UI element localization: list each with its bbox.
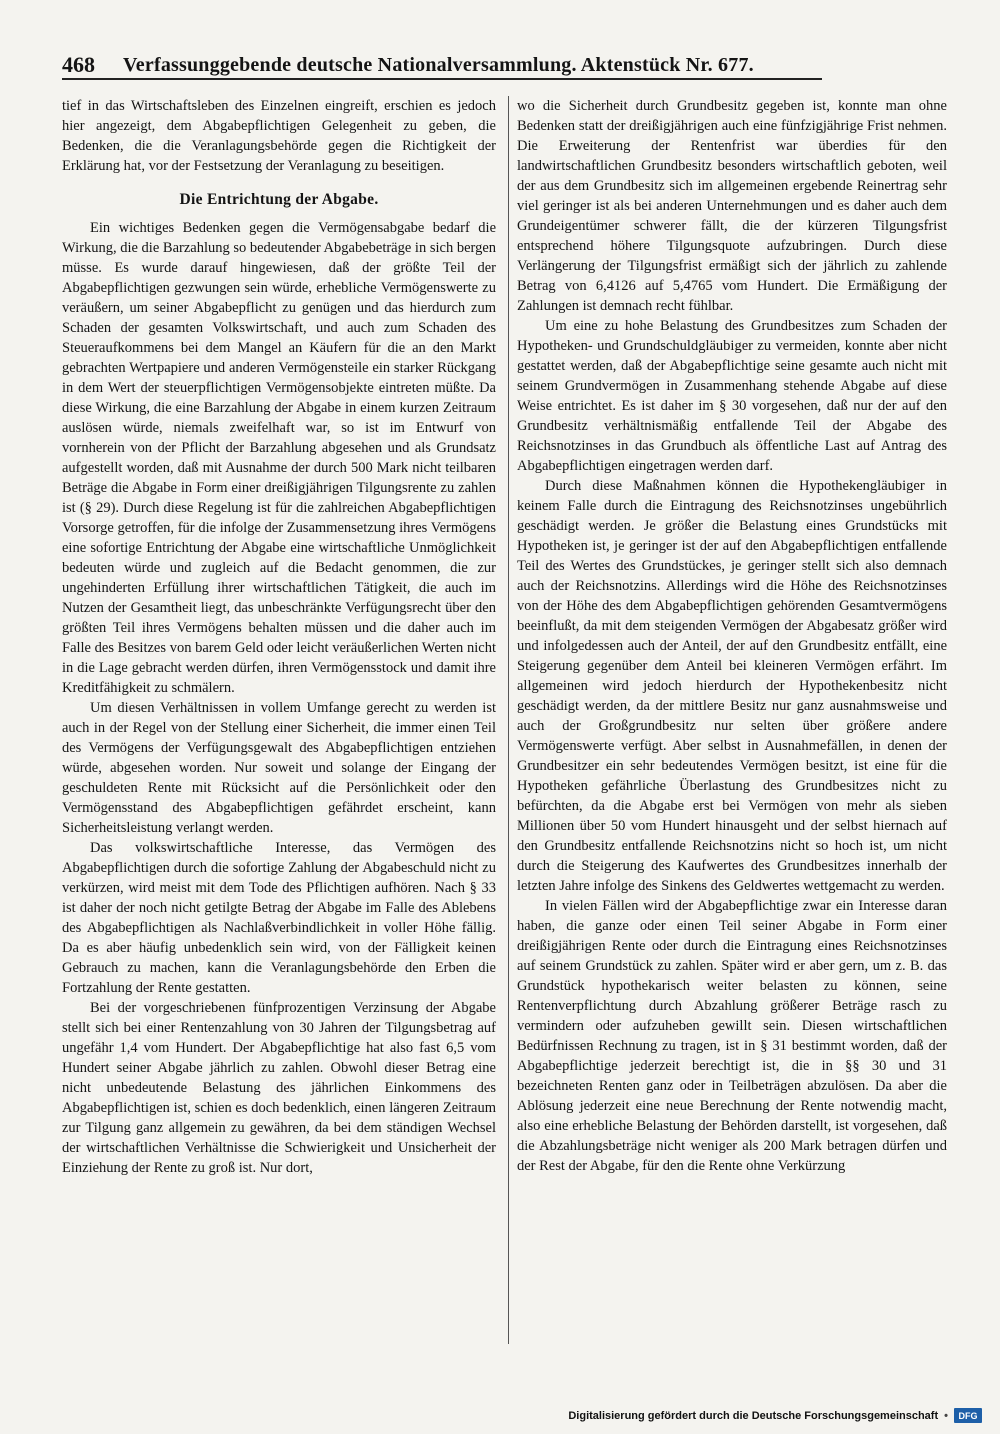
paragraph: In vielen Fällen wird der Abgabepflichtige zwar ein Interesse daran haben, die ganze oder einen Teil seiner Abgabe in Form einer dreißigjährigen Rente oder durch die Eintragung eines Reichsnotzinses auf seinem Grundstück zu zahlen. Später wird er aber gern, um z. B. das Grundstück hypothekarisch weiter belasten zu können, seine Rentenverpflichtung durch Abzahlung größerer Beträge rasch zu vermindern oder aufzuheben gewillt sein. Diesen wirtschaftlichen Bedürfnissen Rechnung zu tragen, ist in § 31 bestimmt worden, daß der Abgabepflichtige jederzeit berechtigt ist, die in §§ 30 und 31 bezeichneten Renten ganz oder in Teilbeträgen abzulösen. Da aber die Ablösung jederzeit eine neue Berechnung der Rente notwendig macht, also eine erhebliche Belastung der Behörden darstellt, ist vorgesehen, daß die Abzahlungsbeträge nicht weniger als 200 Mark betragen dürfen und der Rest der Abgabe, für den die Rente ohne Verkürzung bbox=[517, 898, 947, 1174]
paragraph: Durch diese Maßnahmen können die Hypothekengläubiger in keinem Falle durch die Eintragung des Reichsnotzinses ungebührlich geschädigt werden. Je größer die Belastung eines Grundstücks mit Hypotheken ist, je geringer ist der auf den Abgabepflichtigen entfallende Teil des Wertes des Grundstückes, je geringer stellt sich also demnach auch der Reichsnotzins. Allerdings wird die Höhe des Reichsnotzinses von der Höhe des dem Abgabepflichtigen gehörenden Gesamtvermögens beeinflußt, da mit dem steigenden Vermögen der Abgabesatz größer wird und infolgedessen auch der Anteil, der auf den Grundbesitz entfällt, eine Steigerung gegenüber dem Anteil bei kleineren Vermögen erfährt. Im allgemeinen wird jedoch hierdurch der Hypothekenbesitz nicht geschädigt werden, da der mittlere Besitz nur ganz ausnahmsweise und auch der Großgrundbesitz nur selten über größere andere Vermögenswerte verfügt. Aber selbst in Ausnahmefällen, in denen der Grundbesitzer ein sehr bedeutendes Vermögen besitzt, ist eine für die Hypotheken gefährliche Überlastung des Grundbesitzes nicht zu befürchten, da die Abgabe erst bei Vermögen von mehr als sieben Millionen über 50 vom Hundert hinausgeht und der selbst hiernach auf den Grundbesitz entfallende Reichsnotzins nicht so hoch ist, um nicht durch die Steigerung des Kaufwertes des Grundbesitzes innerhalb der letzten Jahre infolge des Sinkens des Geldwertes wettgemacht zu werden. bbox=[517, 478, 947, 894]
digitization-credit bbox=[568, 1408, 982, 1423]
credit-text: Digitalisierung gefördert durch die Deutsche Forschungsgemeinschaft bbox=[568, 1409, 939, 1422]
paragraph: Bei der vorgeschriebenen fünfprozentigen Verzinsung der Abgabe stellt sich bei einer Rentenzahlung von 30 Jahren der Tilgungsbetrag auf ungefähr 1,4 vom Hundert. Der Abgabepflichtige hat also fast 6,5 vom Hundert seiner Abgabe jährlich zu zahlen. Obwohl dieser Betrag eine nicht unbedeutende Belastung des jährlichen Einkommens des Abgabepflichtigen ist, schien es doch bedenklich, einen längeren Zeitraum zur Tilgung ganz allgemein zu gewähren, da bei dem ständigen Wechsel der wirtschaftlichen Verhältnisse die Schwierigkeit und Unsicherheit der Einziehung der Rente zu groß ist. Nur dort, bbox=[62, 1000, 496, 1176]
paragraph: tief in das Wirtschaftsleben des Einzelnen eingreift, erschien es jedoch hier angezeigt, dem Abgabepflichtigen Gelegenheit zu geben, die Bedenken, die die Veranlagungsbehörde gegen die Richtigkeit der Erklärung hat, vor der Festsetzung der Veranlagung zu beseitigen. bbox=[62, 98, 496, 174]
paragraph: Um eine zu hohe Belastung des Grundbesitzes zum Schaden der Hypotheken- und Grundschuldgläubiger zu vermeiden, konnte aber nicht gestattet werden, daß der Abgabepflichtige seine gesamte auch nicht mit seinem Grundvermögen in Zusammenhang stehende Abgabe auf diese Weise entrichtet. Es ist daher im § 30 vorgesehen, daß nur der auf den Grundbesitz verhältnismäßig entfallende Teil der Abgabe des Reichsnotzinses in das Grundbuch als öffentliche Last auf Antrag des Abgabepflichtigen eingetragen werden darf. bbox=[517, 318, 947, 474]
left-column bbox=[62, 96, 496, 1344]
paragraph: wo die Sicherheit durch Grundbesitz gegeben ist, konnte man ohne Bedenken statt der dreißigjährigen auch eine fünfzigjährige Frist nehmen. Die Erweiterung der Rentenfrist war überdies für den landwirtschaftlichen Grundbesitz besonders wirtschaftlich geboten, weil der aus dem Grundbesitz sich im allgemeinen ergebende Reinertrag sehr viel geringer ist als bei anderen Unternehmungen und es daher auch dem Grundeigentümer schwerer fällt, die der kürzeren Tilgungsfrist entsprechend höhere Tilgungsquote aufzubringen. Durch diese Verlängerung der Tilgungsfrist ermäßigt sich der jährlich zu zahlende Betrag von 6,4126 auf 5,4765 vom Hundert. Die Ermäßigung der Zahlungen ist demnach recht fühlbar. bbox=[517, 98, 947, 314]
page-header bbox=[62, 48, 822, 80]
separator: • bbox=[944, 1409, 948, 1422]
right-column bbox=[508, 96, 947, 1344]
dfg-logo-icon: DFG bbox=[954, 1408, 982, 1423]
paragraph: Um diesen Verhältnissen in vollem Umfange gerecht zu werden ist auch in der Regel von der Stellung einer Sicherheit, die immer einen Teil des Vermögens der Verfügungsgewalt des Abgabepflichtigen entziehen würde, abgesehen worden. Nur soweit und solange der Eingang der geschuldeten Rente mit Rücksicht auf die Persönlichkeit oder den Vermögensstand des Abgabepflichtigen gefährdet erscheint, kann Sicherheitsleistung verlangt werden. bbox=[62, 700, 496, 836]
paragraph: Ein wichtiges Bedenken gegen die Vermögensabgabe bedarf die Wirkung, die die Barzahlung so bedeutender Abgabebeträge in sich bergen müsse. Es wurde darauf hingewiesen, daß der größte Teil der Abgabepflichtigen gezwungen sein würde, erhebliche Vermögenswerte zu veräußern, um seiner Abgabepflicht zu genügen und das hierdurch zum Schaden der gesamten Volkswirtschaft, und auch zum Schaden des Steueraufkommens bei dem Mangel an Käufern für die an den Markt gebrachten Wertpapiere und anderen Vermögensteile ein starker Rückgang in dem Wert der steuerpflichtigen Vermögensobjekte eintreten müßte. Da diese Wirkung, die eine Barzahlung der Abgabe in einem kurzen Zeitraum auslösen würde, niemals zweifelhaft war, so ist im Entwurf von vornherein von der Pflicht der Barzahlung abgesehen und als Grundsatz aufgestellt worden, daß mit Ausnahme der durch 500 Mark nicht teilbaren Beträge die Abgabe in Form einer dreißigjährigen Tilgungsrente zu zahlen ist (§ 29). Durch diese Regelung ist für die zahlreichen Abgabepflichtigen Vorsorge getroffen, für die infolge der Zusammensetzung ihres Vermögens eine sofortige Entrichtung der Abgabe eine wirtschaftliche Unmöglichkeit bedeuten würde und zugleich auf die Bedacht genommen, die zur ungehinderten Erfüllung ihrer wirtschaftlichen Tätigkeit, die auch im Nutzen der Gesamtheit liegt, das unbeschränkte Verfügungsrecht über den größten Teil ihres Vermögens behalten müssen und die daher auch im Falle des Besitzes von barem Geld oder leicht veräußerlichen Werten nicht in die Lage gebracht werden dürfen, ihren Vermögensstock und damit ihre Kreditfähigkeit zu schmälern. bbox=[62, 220, 496, 696]
page-number: 468 bbox=[62, 52, 95, 77]
paragraph: Das volkswirtschaftliche Interesse, das Vermögen des Abgabepflichtigen durch die sofortige Zahlung der Abgabeschuld nicht zu verkürzen, wird meist mit dem Tode des Pflichtigen aufhören. Nach § 33 ist daher der noch nicht getilgte Betrag der Abgabe im Falle des Ablebens des Abgabepflichtigen als Nachlaßverbindlichkeit in voller Höhe fällig. Da es aber häufig unbedenklich sein wird, von der Fälligkeit keinen Gebrauch zu machen, kann die Veranlagungsbehörde den Erben die Fortzahlung der Rente gestatten. bbox=[62, 840, 496, 996]
running-title: Verfassunggebende deutsche Nationalversammlung. Aktenstück Nr. 677. bbox=[123, 54, 754, 76]
section-heading: Die Entrichtung der Abgabe. bbox=[179, 191, 379, 208]
